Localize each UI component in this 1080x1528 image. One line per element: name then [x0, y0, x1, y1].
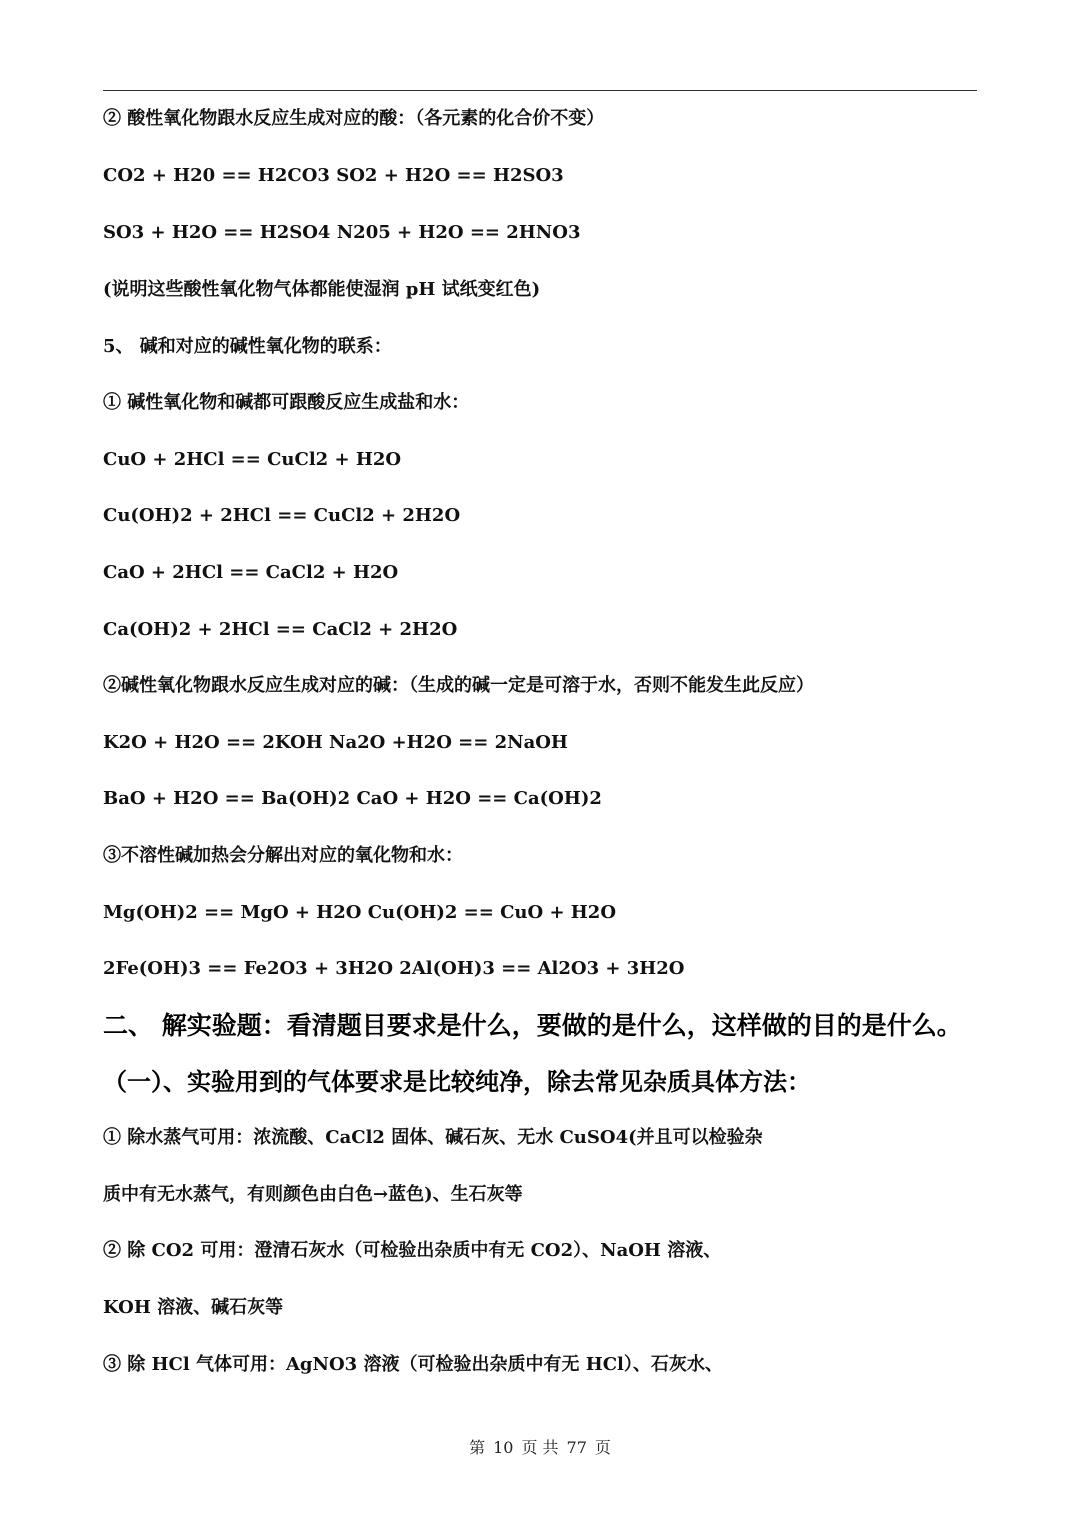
- current-page-number: 10: [493, 1438, 514, 1457]
- equation-line: CuO + 2HCl == CuCl2 + H2O: [103, 449, 402, 470]
- equation-line: BaO + H2O == Ba(OH)2 CaO + H2O == Ca(OH)2: [103, 788, 602, 809]
- section-title: 5、 碱和对应的碱性氧化物的联系：: [103, 336, 392, 357]
- equation-line: CO2 + H20 == H2CO3 SO2 + H2O == H2SO3: [103, 165, 564, 186]
- equation-line: CaO + 2HCl == CaCl2 + H2O: [103, 562, 399, 583]
- text-line: ① 碱性氧化物和碱都可跟酸反应生成盐和水：: [103, 392, 470, 413]
- equation-line: Mg(OH)2 == MgO + H2O Cu(OH)2 == CuO + H2O: [103, 902, 617, 923]
- text-line: ②碱性氧化物跟水反应生成对应的碱：（生成的碱一定是可溶于水，否则不能发生此反应）: [103, 675, 814, 696]
- text-line: ② 除 CO2 可用：澄清石灰水（可检验出杂质中有无 CO2）、NaOH 溶液、: [103, 1240, 722, 1261]
- text-line: 质中有无水蒸气，有则颜色由白色→蓝色)、生石灰等: [103, 1184, 523, 1205]
- footer-prefix: 第: [469, 1438, 486, 1457]
- equation-line: Ca(OH)2 + 2HCl == CaCl2 + 2H2O: [103, 619, 458, 640]
- equation-line: Cu(OH)2 + 2HCl == CuCl2 + 2H2O: [103, 505, 461, 526]
- footer-suffix: 页: [594, 1438, 611, 1457]
- text-line: KOH 溶液、碱石灰等: [103, 1297, 284, 1318]
- text-line: ③ 除 HCl 气体可用：AgNO3 溶液（可检验出杂质中有无 HCl）、石灰水、: [103, 1354, 723, 1375]
- text-line: ③不溶性碱加热会分解出对应的氧化物和水：: [103, 845, 463, 866]
- equation-line: 2Fe(OH)3 == Fe2O3 + 3H2O 2Al(OH)3 == Al2O3 + 3H2O: [103, 958, 685, 979]
- heading-experiment: 二、 解实验题：看清题目要求是什么，要做的是什么，这样做的目的是什么。: [103, 1011, 962, 1040]
- total-page-count: 77: [566, 1438, 587, 1457]
- text-line: ① 除水蒸气可用：浓流酸、CaCl2 固体、碱石灰、无水 CuSO4(并且可以检验杂: [103, 1127, 763, 1148]
- text-line: (说明这些酸性氧化物气体都能使湿润 pH 试纸变红色): [103, 279, 541, 300]
- heading-gas-purification: （一）、实验用到的气体要求是比较纯净，除去常见杂质具体方法：: [103, 1067, 811, 1096]
- header-rule: [103, 90, 977, 91]
- equation-line: K2O + H2O == 2KOH Na2O +H2O == 2NaOH: [103, 732, 568, 753]
- footer-mid: 页 共: [521, 1438, 559, 1457]
- page-footer: [0, 1435, 1080, 1458]
- equation-line: SO3 + H2O == H2SO4 N205 + H2O == 2HNO3: [103, 222, 581, 243]
- text-line: ② 酸性氧化物跟水反应生成对应的酸：（各元素的化合价不变）: [103, 108, 605, 129]
